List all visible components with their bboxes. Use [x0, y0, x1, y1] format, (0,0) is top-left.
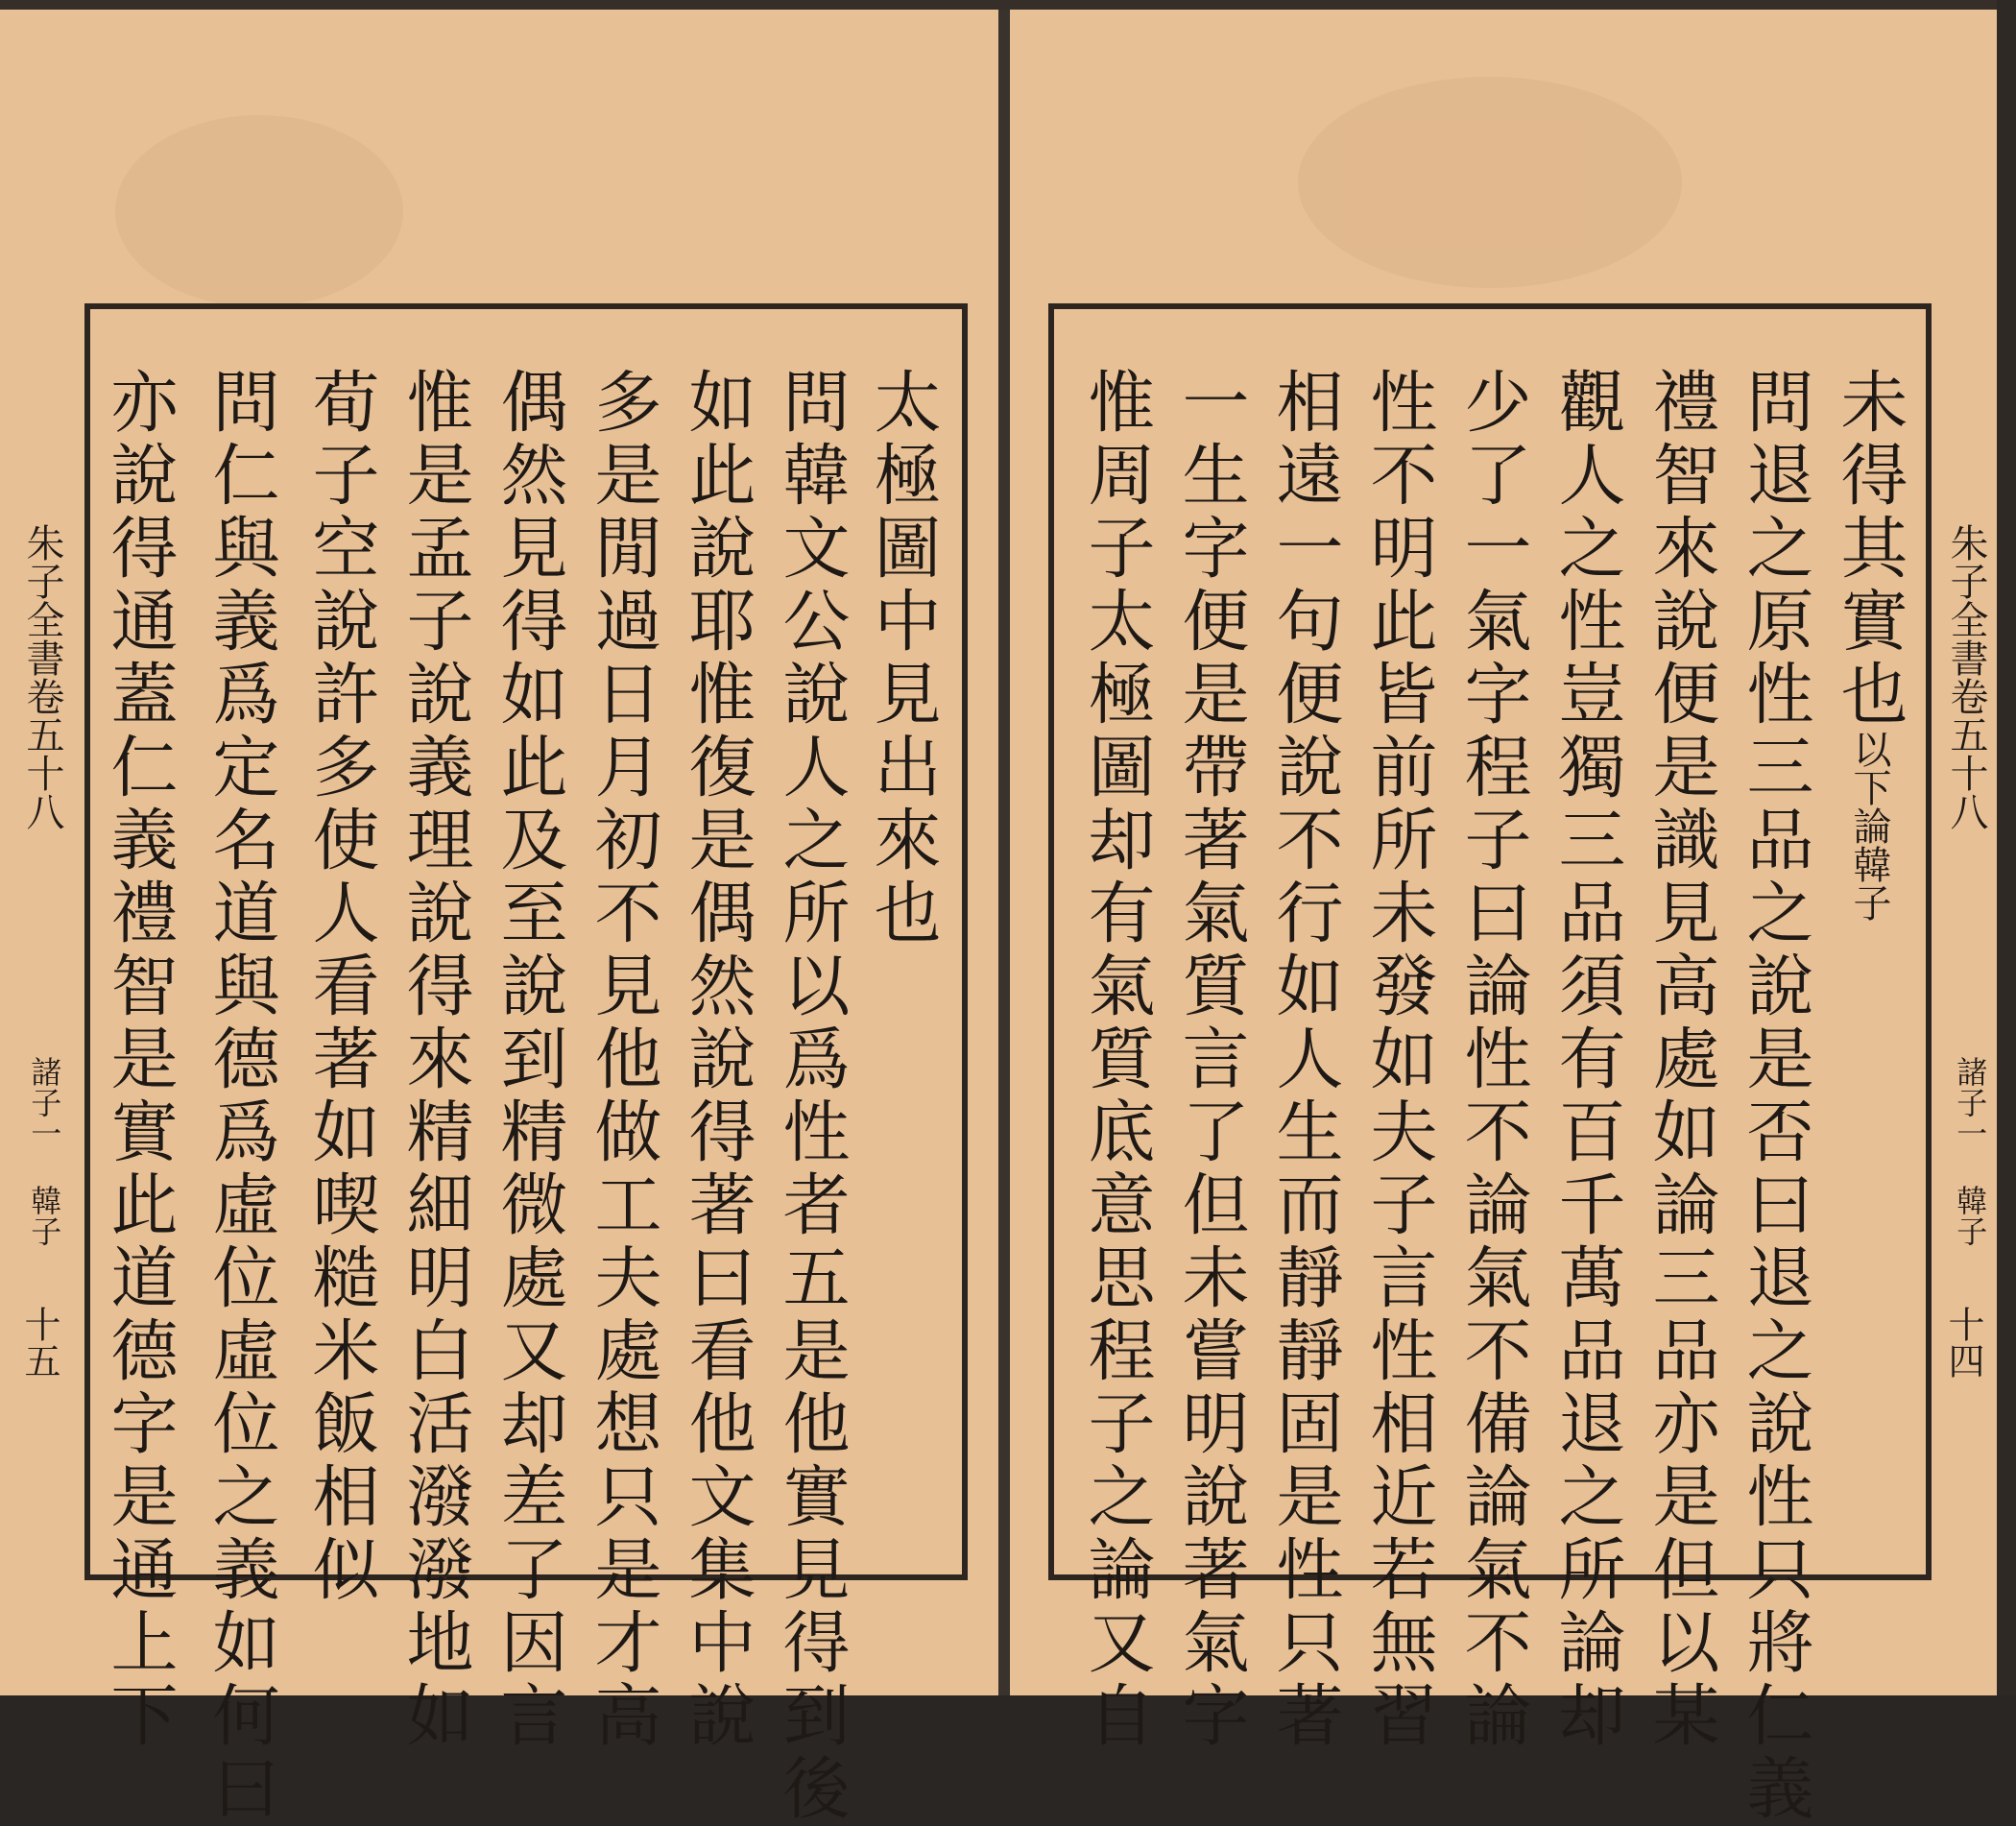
right-margin-page: 十四	[1942, 1306, 1984, 1379]
right-margin-section: 諸子一 韓子	[1952, 1056, 1989, 1246]
left-margin-page: 十五	[18, 1306, 60, 1379]
right-col-5: 少了一氣字程子曰論性不論氣不備論氣不論	[1453, 367, 1532, 1753]
right-margin-title: 朱子全書卷五十八	[1944, 523, 1988, 830]
right-page	[1010, 0, 2016, 1826]
left-page	[0, 0, 998, 1826]
left-col-7: 荀子空說許多使人看著如喫糙米飯相似	[301, 367, 380, 1607]
left-col-4: 多是閒過日月初不見他做工夫處想只是才高	[584, 367, 662, 1753]
left-margin-title: 朱子全書卷五十八	[20, 523, 64, 830]
right-col-4: 觀人之性豈獨三品須有百千萬品退之所論却	[1548, 367, 1626, 1753]
left-col-8: 問仁與義爲定名道與德爲虛位虛位之義如何曰	[202, 367, 280, 1826]
book-top-edge	[0, 0, 2016, 10]
left-col-5: 偶然見得如此及至說到精微處又却差了因言	[490, 367, 568, 1753]
left-margin-section: 諸子一 韓子	[26, 1056, 63, 1246]
right-col-2: 問退之原性三品之說是否曰退之說性只將仁義	[1736, 367, 1814, 1826]
book-right-edge	[1997, 0, 2016, 1695]
left-col-2: 問韓文公說人之所以爲性者五是他實見得到後	[772, 367, 851, 1826]
book-gutter	[998, 0, 1010, 1695]
left-col-9: 亦說得通蓋仁義禮智是實此道德字是通上下	[100, 367, 179, 1753]
right-col-9: 惟周子太極圖却有氣質底意思程子之論又自	[1077, 367, 1156, 1753]
right-note: 以下論韓子	[1847, 730, 1891, 922]
left-col-6: 惟是孟子說義理說得來精細明白活潑潑地如	[396, 367, 474, 1753]
right-col-3: 禮智來說便是識見高處如論三品亦是但以某	[1642, 367, 1720, 1753]
right-col-7: 相遠一句便說不行如人生而靜靜固是性只著	[1265, 367, 1344, 1753]
left-col-1: 太極圖中見出來也	[863, 367, 942, 950]
right-col-8: 一生字便是帶著氣質言了但未嘗明說著氣字	[1171, 367, 1250, 1753]
right-col-6: 性不明此皆前所未發如夫子言性相近若無習	[1359, 367, 1438, 1753]
right-col-1: 未得其實也	[1830, 367, 1908, 732]
left-col-3: 如此說耶惟復是偶然說得著曰看他文集中說	[678, 367, 756, 1753]
